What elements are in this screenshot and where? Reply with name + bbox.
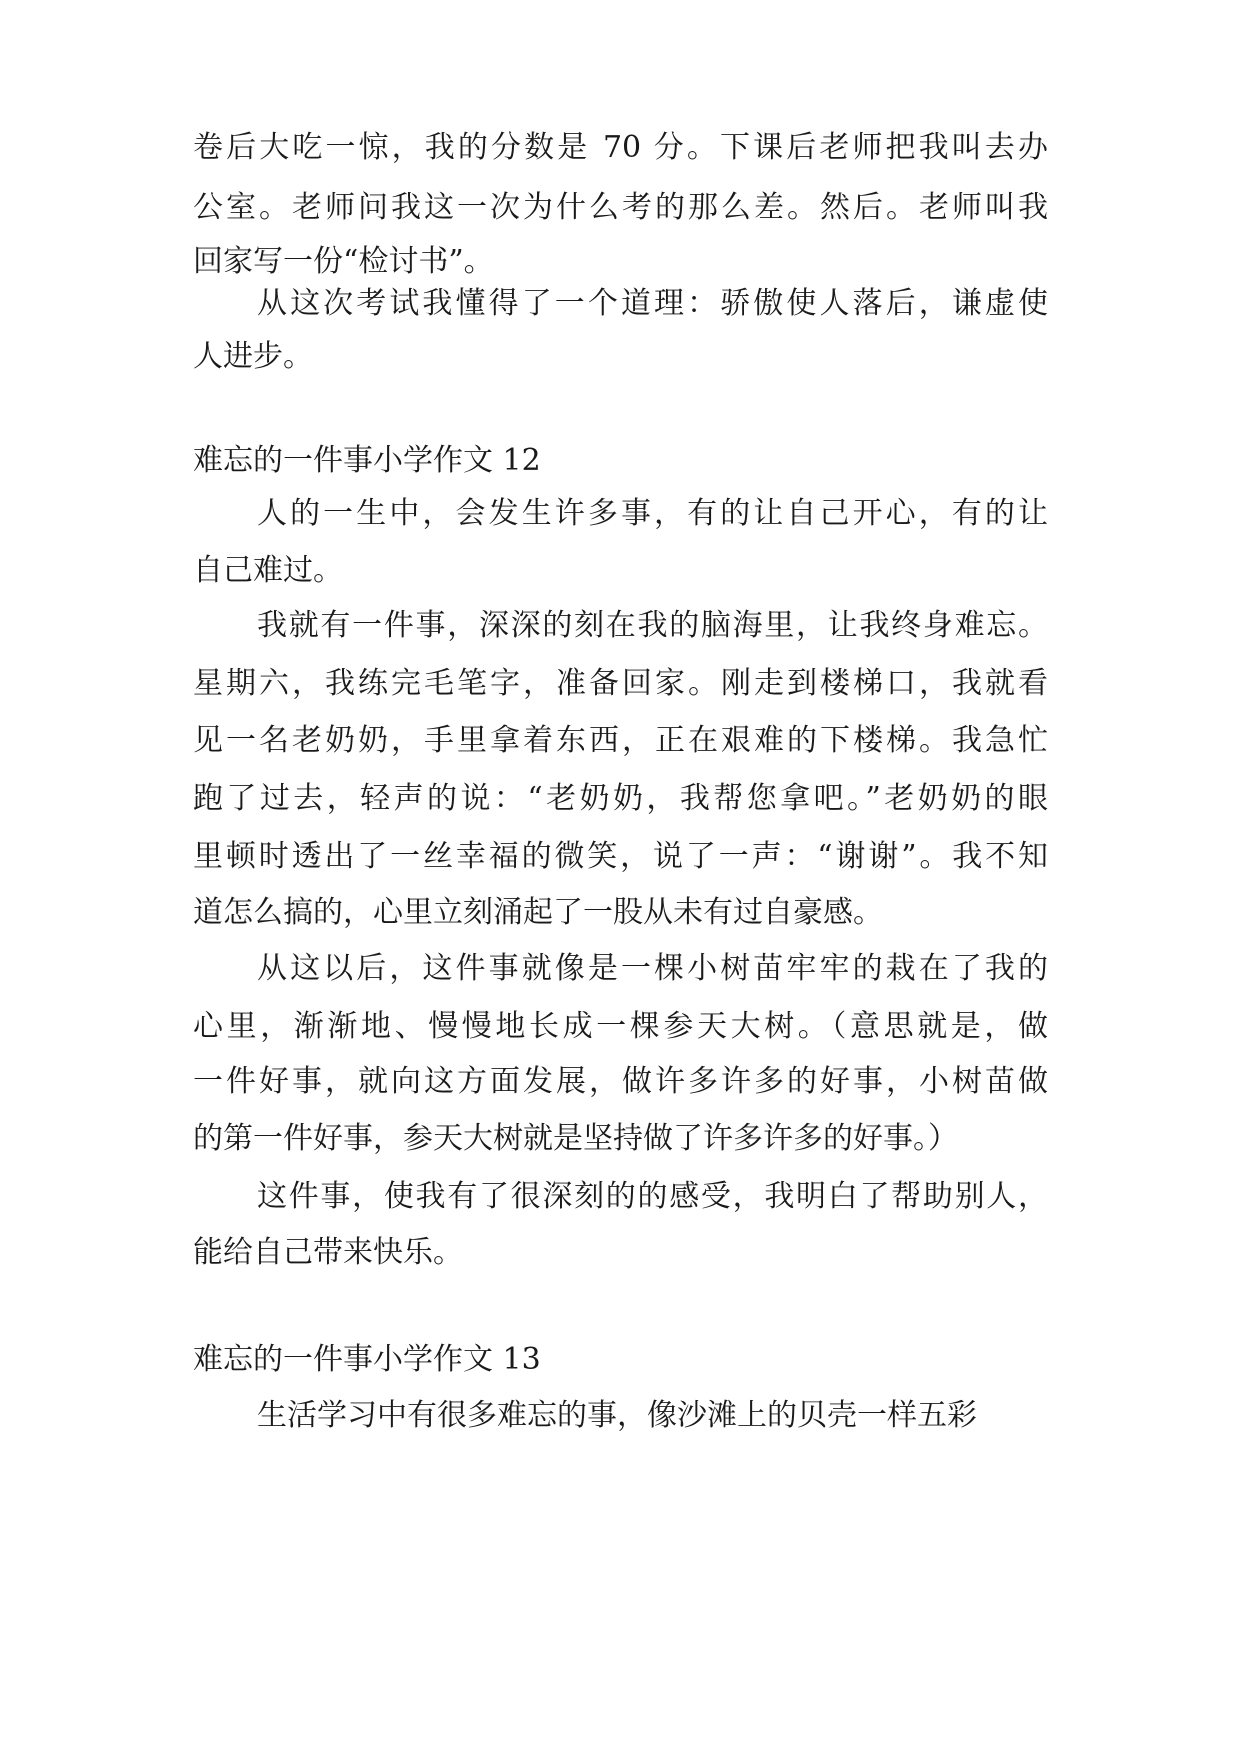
section-heading: 难忘的一件事小学作文 12 (193, 443, 541, 478)
section-heading: 难忘的一件事小学作文 13 (193, 1342, 541, 1377)
paragraph-line: 道怎么搞的，心里立刻涌起了一股从未有过自豪感。 (193, 895, 883, 930)
paragraph-line: 一件好事，就向这方面发展，做许多许多的好事，小树苗做 (193, 1064, 1048, 1099)
paragraph-line: 的第一件好事，参天大树就是坚持做了许多许多的好事。） (193, 1121, 958, 1156)
paragraph-line: 回家写一份“检讨书”。 (193, 244, 494, 279)
paragraph-line: 公室。老师问我这一次为什么考的那么差。然后。老师叫我 (193, 190, 1048, 225)
paragraph-line: 从这以后，这件事就像是一棵小树苗牢牢的栽在了我的 (257, 951, 1048, 986)
paragraph-line: 心里，渐渐地、慢慢地长成一棵参天大树。（意思就是，做 (193, 1009, 1048, 1044)
paragraph-line: 能给自己带来快乐。 (193, 1235, 463, 1270)
paragraph-line: 卷后大吃一惊，我的分数是 70 分。下课后老师把我叫去办 (193, 130, 1048, 165)
paragraph-line: 里顿时透出了一丝幸福的微笑，说了一声：“谢谢”。我不知 (193, 839, 1048, 874)
paragraph-line: 星期六，我练完毛笔字，准备回家。刚走到楼梯口，我就看 (193, 666, 1048, 701)
paragraph-line: 见一名老奶奶，手里拿着东西，正在艰难的下楼梯。我急忙 (193, 723, 1048, 758)
paragraph-line: 这件事，使我有了很深刻的的感受，我明白了帮助别人， (257, 1179, 1048, 1214)
paragraph-line: 自己难过。 (193, 553, 343, 588)
paragraph-line: 生活学习中有很多难忘的事，像沙滩上的贝壳一样五彩 (257, 1398, 977, 1433)
paragraph-line: 人进步。 (193, 339, 313, 374)
paragraph-line: 跑了过去，轻声的说：“老奶奶，我帮您拿吧。”老奶奶的眼 (193, 781, 1048, 816)
paragraph-line: 我就有一件事，深深的刻在我的脑海里，让我终身难忘。 (257, 608, 1048, 643)
paragraph-line: 从这次考试我懂得了一个道理：骄傲使人落后，谦虚使 (257, 286, 1048, 321)
paragraph-line: 人的一生中，会发生许多事，有的让自己开心，有的让 (257, 496, 1048, 531)
